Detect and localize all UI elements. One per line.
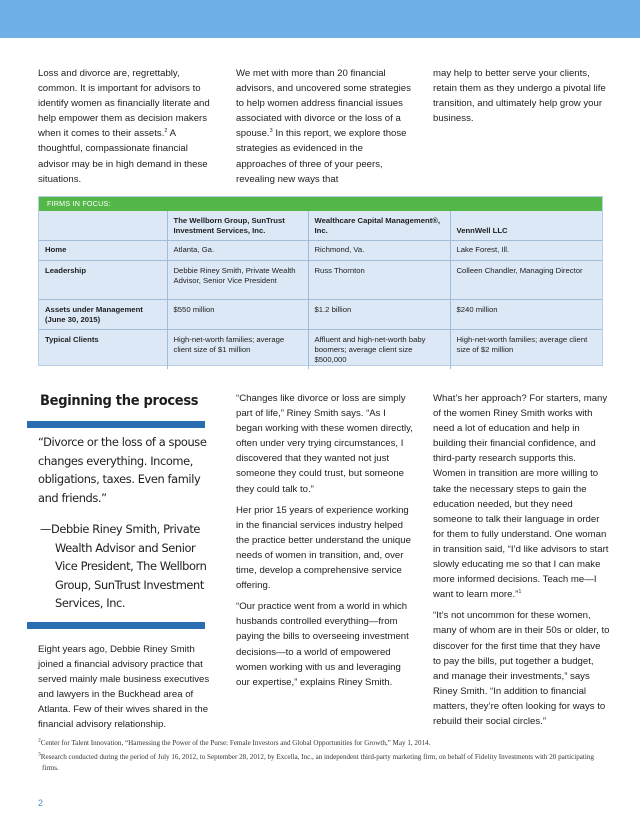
quote-rule-bottom: [27, 622, 205, 629]
page-number: 2: [38, 798, 44, 808]
row-label: Assets under Management (June 30, 2015): [39, 299, 167, 329]
table-row: [39, 240, 602, 260]
paragraph: “Our practice went from a world in which husbands controlled everything—from paying the bills to overseeing investment decisions—to a world of empowered women working with us and leveraging our expertise,” explains Riney Smith.: [236, 601, 409, 688]
pull-quote: “Divorce or the loss of a spouse changes everything. Income, obligations, taxes. Even family and friends.”: [38, 435, 207, 505]
table-cell: $1.2 billion: [308, 299, 450, 329]
table-cell: Richmond, Va.: [308, 240, 450, 260]
row-label: Typical Clients: [39, 329, 167, 369]
footnotes: [38, 738, 598, 777]
row-label: Leadership: [39, 260, 167, 299]
middle-body-text: [236, 391, 414, 696]
left-body-text: [38, 642, 216, 739]
footnote: [38, 752, 598, 774]
footnote-text: Center for Talent Innovation, “Harnessing the Power of the Purse: Female Investors and Global Opportunities for Growth,” May 1, 2014.: [40, 739, 431, 747]
paragraph: Eight years ago, Debbie Riney Smith joined a financial advisory practice that served mainly male business executives and lawyers in the Buckhead area of Atlanta. Few of their wives shared in the financial advisory relationship.: [38, 644, 210, 731]
firm-name: VennWell LLC: [450, 211, 602, 240]
intro-text: A thoughtful, compassionate financial advisor may be in high demand in these situations.: [38, 128, 208, 185]
table-cell: High-net-worth families; average client size of $1 million: [167, 329, 308, 369]
table-cell: Affluent and high-net-worth baby boomers; average client size $500,000: [308, 329, 450, 369]
intro-text: In this report, we explore those strategies as evidenced in the approaches of three of your peers, revealing new ways that: [236, 128, 407, 185]
firms-table: [38, 196, 603, 366]
quote-rule-top: [27, 421, 205, 428]
paragraph: Her prior 15 years of experience working in the financial services industry helped the practice better understand the unique needs of women in transition, and, over time, develop a comprehensive service offering.: [236, 504, 411, 592]
paragraph: “Changes like divorce or loss are simply part of life,” Riney Smith says. “As I began working with these women directly, often under very trying circumstances, I discovered that they wanted not just someone they could trust, but someone they could talk to.”: [236, 393, 413, 495]
footnote-ref: 3: [269, 128, 273, 135]
paragraph: “It’s not uncommon for these women, many of whom are in their 50s or older, to discover for the first time that they have to pay the bills, put together a budget, and manage their investments,” says Riney Smith. “In addition to financial matters, they’re often looking for ways to rebuild their social circles.”: [433, 610, 610, 727]
table-cell: High-net-worth families; average client size of $2 million: [456, 334, 588, 355]
intro-text: We met with more than 20 financial advisors, and uncovered some strategies to help women address financial issues associated with divorce or the loss of a spouse.: [236, 68, 411, 140]
top-color-band: [0, 0, 640, 38]
paragraph-text: What’s her approach? For starters, many of the women Riney Smith works with need a lot of education and help in building their financial confidence, and third-party research supports this. Women in transition are more willing to take the necessary steps to gain the education needed, but they need someone to talk their language in order for them to fully understand. One woman in transition said, “I’d like advisors to start slowly educating me so that I can make more informed decisions. Teach me—I want to learn more.”: [433, 393, 609, 601]
row-label: Home: [39, 240, 167, 260]
footnote-text: Research conducted during the period of July 16, 2012, to September 28, 2012, by Excella, Inc., an independent third-party marketing firm, on behalf of Fidelity Investments with 20 participating firms.: [40, 753, 594, 772]
footnote: [38, 738, 598, 749]
intro-text: Loss and divorce are, regrettably, common. It is important for advisors to identify women as financially literate and help empower them as decision makers when it comes to their assets.: [38, 68, 210, 140]
table-cell: Debbie Riney Smith, Private Wealth Advisor, Senior Vice President: [167, 260, 308, 299]
firms-grid: [39, 211, 602, 369]
intro-column-1: [38, 66, 216, 187]
intro-column-3: [433, 66, 611, 126]
firm-name: Wealthcare Capital Management®, Inc.: [308, 211, 450, 240]
intro-column-2: [236, 66, 414, 187]
table-cell: $550 million: [167, 299, 308, 329]
table-header-row: [39, 211, 602, 240]
table-cell: Russ Thornton: [308, 260, 450, 299]
table-cell: Lake Forest, Ill.: [450, 240, 602, 260]
footnote-mark: 3: [38, 751, 41, 758]
table-row: [39, 329, 602, 369]
footnote-ref: 1: [518, 589, 522, 596]
table-row: [39, 299, 602, 329]
table-corner-cell: [39, 211, 167, 240]
paragraph: [433, 391, 611, 602]
section-title: Beginning the process: [40, 393, 199, 409]
quote-attribution: —Debbie Riney Smith, Private Wealth Advisor and Senior Vice President, The Wellborn Group, SunTrust Investment Services, Inc.: [40, 522, 207, 611]
table-cell: Atlanta, Ga.: [167, 240, 308, 260]
table-cell: $240 million: [450, 299, 602, 329]
footnote-ref: 2: [164, 128, 168, 135]
table-heading: FIRMS IN FOCUS:: [39, 197, 602, 211]
table-cell: Colleen Chandler, Managing Director: [450, 260, 602, 299]
right-body-text: [433, 391, 611, 735]
footnote-mark: 2: [38, 737, 41, 744]
table-row: [39, 260, 602, 299]
firm-name: The Wellborn Group, SunTrust Investment Services, Inc.: [167, 211, 308, 240]
intro-text: may help to better serve your clients, retain them as they undergo a pivotal life transition, and ultimately help grow your business.: [433, 68, 606, 125]
